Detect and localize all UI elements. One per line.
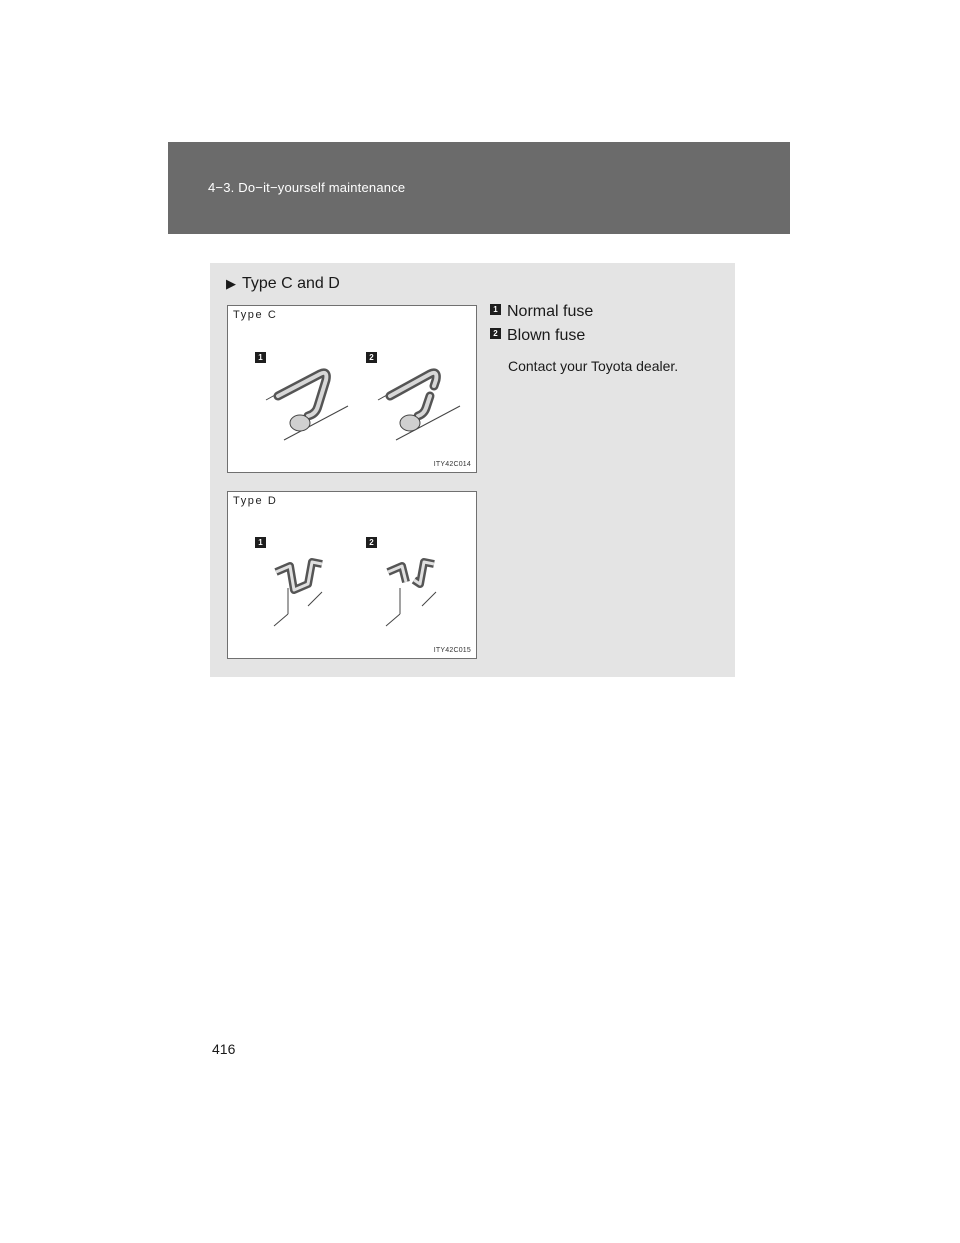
- legend-text: Blown fuse: [507, 327, 586, 344]
- figure-label: Type C: [233, 309, 278, 321]
- figure-label: Type D: [233, 495, 278, 507]
- legend-text: Normal fuse: [507, 303, 594, 320]
- marker-2-badge: 2: [366, 352, 377, 363]
- legend-number-badge: 2: [490, 328, 501, 339]
- figure-type-d: [227, 491, 477, 659]
- triangle-right-icon: ▶: [226, 276, 236, 291]
- section-heading: [226, 275, 340, 293]
- section-heading-text: Type C and D: [242, 275, 340, 292]
- blown-fuse-d-drawing: [386, 562, 436, 626]
- chapter-title: 4−3. Do−it−yourself maintenance: [208, 180, 406, 195]
- blown-fuse-c-drawing: [378, 370, 460, 440]
- figure-code: ITY42C014: [433, 461, 471, 468]
- figure-type-c: [227, 305, 477, 473]
- figure-code: ITY42C015: [433, 647, 471, 654]
- normal-fuse-c-drawing: [266, 370, 348, 440]
- marker-1-badge: 1: [255, 352, 266, 363]
- page-number: 416: [212, 1041, 236, 1057]
- chapter-header: [168, 142, 790, 234]
- normal-fuse-d-drawing: [274, 562, 322, 626]
- marker-1-badge: 1: [255, 537, 266, 548]
- legend-number-badge: 1: [490, 304, 501, 315]
- fuse-c-illustration: [228, 306, 476, 472]
- legend-normal-fuse: [490, 303, 593, 321]
- marker-2-badge: 2: [366, 537, 377, 548]
- legend-blown-fuse: [490, 327, 585, 345]
- legend-note: Contact your Toyota dealer.: [508, 358, 679, 374]
- fuse-d-illustration: [228, 492, 476, 658]
- fuse-type-panel: [210, 263, 735, 677]
